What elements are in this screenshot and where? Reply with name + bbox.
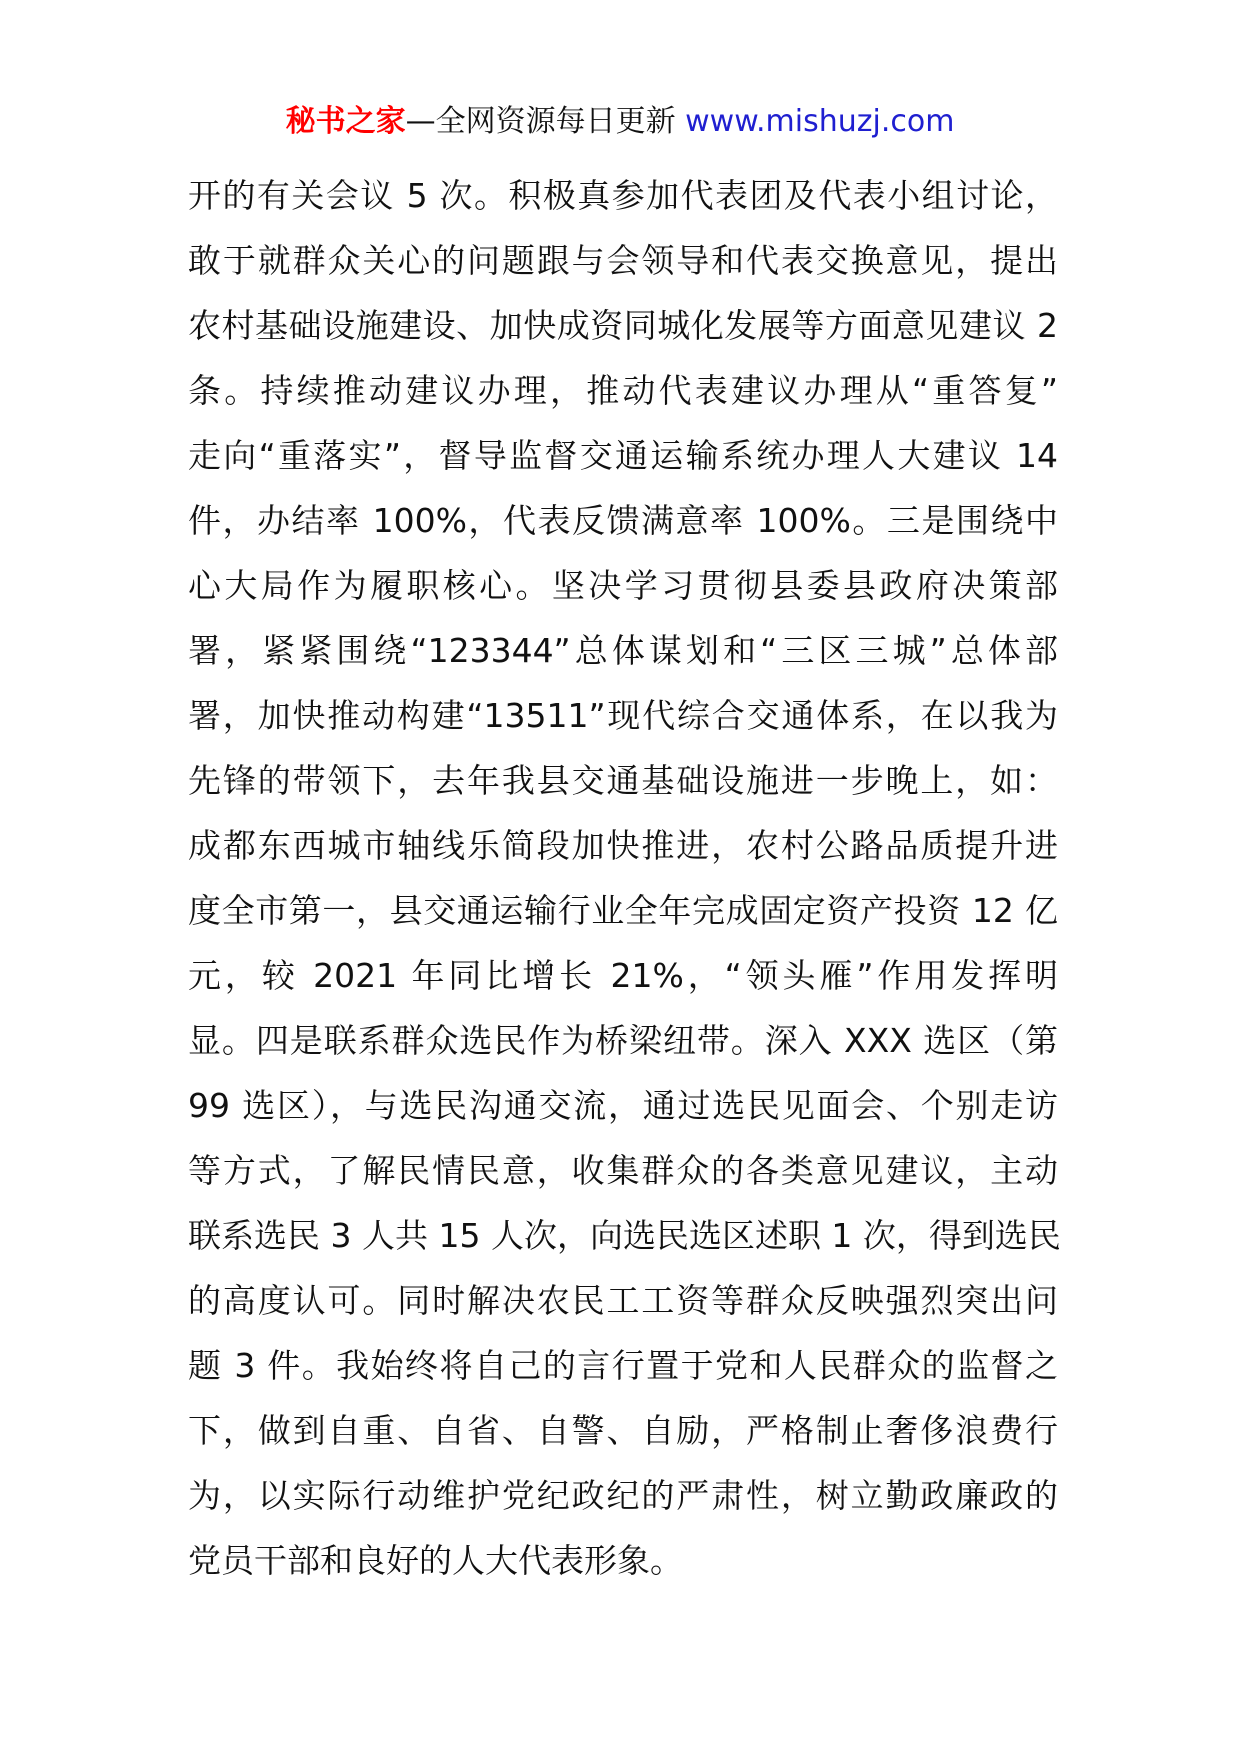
paragraph-line: 开的有关会议 5 次。积极真参加代表团及代表小组讨论，	[188, 176, 1058, 215]
paragraph-line: 为，以实际行动维护党纪政纪的严肃性，树立勤政廉政的	[188, 1476, 1058, 1515]
paragraph-line: 等方式，了解民情民意，收集群众的各类意见建议，主动	[188, 1151, 1058, 1190]
paragraph-line: 下，做到自重、自省、自警、自励，严格制止奢侈浪费行	[188, 1411, 1058, 1450]
website-link[interactable]: www.mishuzj.com	[685, 104, 955, 139]
paragraph-line: 元，较 2021 年同比增长 21%，“领头雁”作用发挥明	[188, 956, 1058, 995]
paragraph-line: 署，紧紧围绕“123344”总体谋划和“三区三城”总体部	[188, 631, 1058, 670]
paragraph-line: 联系选民 3 人共 15 人次，向选民选区述职 1 次，得到选民	[188, 1216, 1061, 1255]
paragraph-line: 件，办结率 100%，代表反馈满意率 100%。三是围绕中	[188, 501, 1058, 540]
page-header	[0, 102, 1240, 142]
paragraph-line: 农村基础设施建设、加快成资同城化发展等方面意见建议 2	[188, 306, 1058, 345]
paragraph-line: 署，加快推动构建“13511”现代综合交通体系，在以我为	[188, 696, 1058, 735]
paragraph-line: 成都东西城市轴线乐简段加快推进，农村公路品质提升进	[188, 826, 1058, 865]
paragraph-line: 99 选区），与选民沟通交流，通过选民见面会、个别走访	[188, 1086, 1058, 1125]
paragraph-line: 度全市第一，县交通运输行业全年完成固定资产投资 12 亿	[188, 891, 1058, 930]
paragraph-line: 条。持续推动建议办理，推动代表建议办理从“重答复”	[188, 371, 1058, 410]
paragraph-line: 先锋的带领下，去年我县交通基础设施进一步晚上，如：	[188, 761, 1058, 800]
paragraph-last-line: 党员干部和良好的人大代表形象。	[188, 1541, 683, 1580]
document-body	[188, 163, 1061, 1593]
paragraph-line: 显。四是联系群众选民作为桥梁纽带。深入 XXX 选区（第	[188, 1021, 1058, 1060]
paragraph-line: 心大局作为履职核心。坚决学习贯彻县委县政府决策部	[188, 566, 1058, 605]
paragraph-line: 的高度认可。同时解决农民工工资等群众反映强烈突出问	[188, 1281, 1058, 1320]
brand-name: 秘书之家	[285, 104, 406, 139]
paragraph-line: 走向“重落实”，督导监督交通运输系统办理人大建议 14	[188, 436, 1058, 475]
paragraph-line: 敢于就群众关心的问题跟与会领导和代表交换意见，提出	[188, 241, 1058, 280]
paragraph-line: 题 3 件。我始终将自己的言行置于党和人民群众的监督之	[188, 1346, 1058, 1385]
header-tagline: —全网资源每日更新	[405, 104, 676, 139]
